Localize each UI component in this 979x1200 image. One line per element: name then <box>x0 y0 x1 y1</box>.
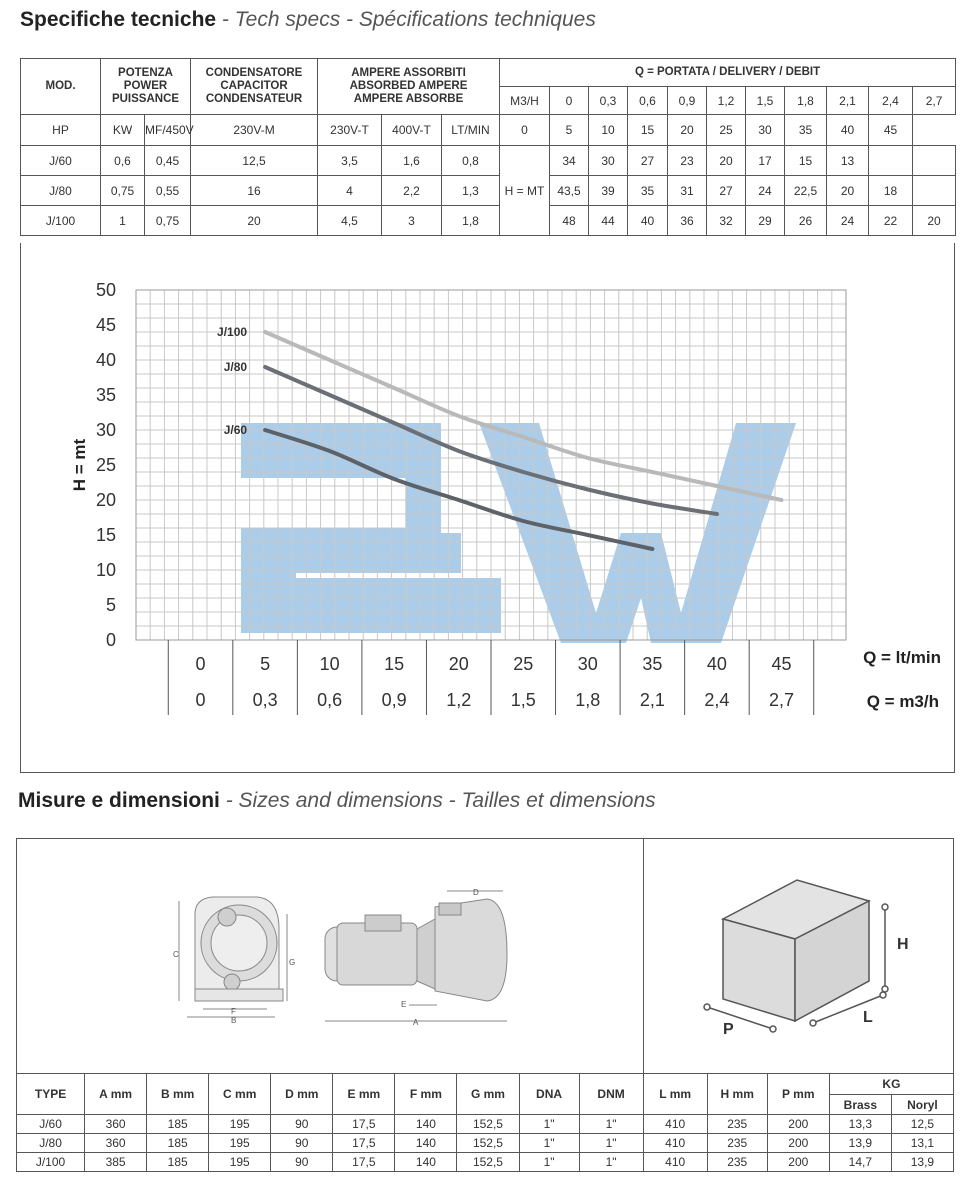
dims-header: C mm <box>209 1074 271 1115</box>
dims-header: DNA <box>519 1074 579 1115</box>
dims-cell: 90 <box>271 1115 333 1134</box>
x-tick-label-m3h: 2,7 <box>768 690 794 710</box>
specs-cell-mod: J/100 <box>21 206 101 236</box>
dims-row <box>17 1115 954 1134</box>
y-tick-label: 5 <box>105 595 116 615</box>
hmt-label: H = MT <box>500 146 550 236</box>
head-value: 23 <box>668 146 707 176</box>
specs-cell-kw: 0,45 <box>145 146 191 176</box>
dim-label-d: D <box>473 888 479 897</box>
y-tick-label: 40 <box>95 350 116 370</box>
dims-cell: 235 <box>707 1115 767 1134</box>
m3h-value: 1,8 <box>785 87 827 115</box>
head-value <box>869 146 913 176</box>
ltmin-value: 10 <box>589 115 628 146</box>
specs-cell-a230t: 2,2 <box>382 176 442 206</box>
ampere-header: AMPERE ASSORBITI ABSORBED AMPERE AMPERE ABSORBE <box>318 59 500 115</box>
x-tick-label-ltmin: 20 <box>448 654 469 674</box>
ltmin-value: 30 <box>746 115 785 146</box>
head-value: 43,5 <box>550 176 589 206</box>
dims-cell: 17,5 <box>333 1153 395 1172</box>
dim-label-f: F <box>231 1007 236 1016</box>
y-tick-label: 25 <box>95 455 116 475</box>
dims-cell: 17,5 <box>333 1134 395 1153</box>
head-value <box>913 176 956 206</box>
dims-cell: 185 <box>147 1153 209 1172</box>
x-tick-label-ltmin: 15 <box>384 654 405 674</box>
pump-front-view <box>179 897 287 1017</box>
m3h-value: 1,2 <box>707 87 746 115</box>
m3h-label: M3/H <box>500 87 550 115</box>
condensatore-header: CONDENSATORE CAPACITOR CONDENSATEUR <box>191 59 318 115</box>
head-value: 44 <box>589 206 628 236</box>
dims-cell: J/80 <box>17 1134 85 1153</box>
dims-header: TYPE <box>17 1074 85 1115</box>
v230t-header: 230V-T <box>318 115 382 146</box>
ltmin-value: 20 <box>668 115 707 146</box>
box-label-h: H <box>897 936 909 953</box>
head-value: 24 <box>746 176 785 206</box>
head-value: 27 <box>628 146 668 176</box>
series-label: J/100 <box>217 325 248 339</box>
head-value: 29 <box>746 206 785 236</box>
y-tick-label: 15 <box>95 525 116 545</box>
x-tick-label-m3h: 1,2 <box>446 690 472 710</box>
dims-cell: 360 <box>85 1134 147 1153</box>
series-label: J/60 <box>223 423 248 437</box>
dims-cell: 14,7 <box>829 1153 891 1172</box>
ltmin-value: 15 <box>628 115 668 146</box>
dims-cell: 17,5 <box>333 1115 395 1134</box>
x-tick-label-ltmin: 10 <box>319 654 340 674</box>
box-label-p: P <box>723 1021 734 1038</box>
head-value: 18 <box>869 176 913 206</box>
dims-cell: 12,5 <box>891 1115 953 1134</box>
v230m-header: 230V-M <box>191 115 318 146</box>
dims-row <box>17 1134 954 1153</box>
head-value: 20 <box>827 176 869 206</box>
dims-cell: 385 <box>85 1153 147 1172</box>
noryl-header: Noryl <box>891 1095 953 1115</box>
performance-chart <box>21 243 956 773</box>
specs-row <box>21 176 956 206</box>
specs-cell-a400t: 0,8 <box>442 146 500 176</box>
head-value: 22 <box>869 206 913 236</box>
dims-header: DNM <box>579 1074 643 1115</box>
head-value <box>913 146 956 176</box>
x-tick-label-m3h: 1,5 <box>510 690 536 710</box>
portata-header: Q = PORTATA / DELIVERY / DEBIT <box>500 59 956 87</box>
y-tick-label: 50 <box>95 280 116 300</box>
m3h-value: 0,9 <box>668 87 707 115</box>
y-tick-label: 35 <box>95 385 116 405</box>
dims-cell: 140 <box>395 1134 457 1153</box>
ltmin-label: LT/MIN <box>442 115 500 146</box>
dims-cell: 195 <box>209 1134 271 1153</box>
specs-cell-mod: J/60 <box>21 146 101 176</box>
head-value: 15 <box>785 146 827 176</box>
x-tick-label-m3h: 2,1 <box>639 690 665 710</box>
dims-cell: 13,9 <box>891 1153 953 1172</box>
dims-table <box>16 1073 954 1172</box>
dims-cell: 1" <box>519 1115 579 1134</box>
dims-cell: 360 <box>85 1115 147 1134</box>
specs-table <box>20 58 956 236</box>
dims-cell: 1" <box>579 1134 643 1153</box>
head-value: 24 <box>827 206 869 236</box>
head-value: 13 <box>827 146 869 176</box>
x-tick-label-m3h: 2,4 <box>704 690 730 710</box>
specs-cell-a230t: 3 <box>382 206 442 236</box>
x-tick-label-m3h: 1,8 <box>575 690 601 710</box>
dims-cell: 13,3 <box>829 1115 891 1134</box>
dims-header: E mm <box>333 1074 395 1115</box>
dims-header: A mm <box>85 1074 147 1115</box>
ltmin-value: 0 <box>500 115 550 146</box>
dims-section-title <box>18 789 656 813</box>
x-tick-label-ltmin: 5 <box>260 654 271 674</box>
mf-header: MF/450V <box>145 115 191 146</box>
specs-row <box>21 206 956 236</box>
dims-cell: 200 <box>767 1115 829 1134</box>
dims-cell: 13,1 <box>891 1134 953 1153</box>
mod-header: MOD. <box>21 59 101 115</box>
specs-cell-hp: 0,6 <box>101 146 145 176</box>
dims-cell: 140 <box>395 1153 457 1172</box>
head-value: 31 <box>668 176 707 206</box>
dim-label-g: G <box>289 958 296 967</box>
dims-cell: 140 <box>395 1115 457 1134</box>
dims-header: D mm <box>271 1074 333 1115</box>
dims-cell: 152,5 <box>457 1115 519 1134</box>
dims-header: H mm <box>707 1074 767 1115</box>
head-value: 40 <box>628 206 668 236</box>
x-axis-label-ltmin: Q = lt/min <box>863 648 941 667</box>
kw-header: KW <box>101 115 145 146</box>
specs-cell-a400t: 1,8 <box>442 206 500 236</box>
specs-cell-a230m: 4 <box>318 176 382 206</box>
head-value: 35 <box>628 176 668 206</box>
x-tick-label-ltmin: 40 <box>706 654 727 674</box>
dims-header: B mm <box>147 1074 209 1115</box>
y-tick-label: 45 <box>95 315 116 335</box>
specs-cell-hp: 1 <box>101 206 145 236</box>
specs-cell-a230t: 1,6 <box>382 146 442 176</box>
dimensions-drawing-box <box>16 838 954 1074</box>
x-tick-label-m3h: 0 <box>195 690 206 710</box>
specs-cell-mod: J/80 <box>21 176 101 206</box>
unit-row <box>21 115 956 146</box>
dims-cell: 235 <box>707 1153 767 1172</box>
m3h-value: 2,7 <box>913 87 956 115</box>
dims-cell: 410 <box>643 1153 707 1172</box>
dims-cell: 152,5 <box>457 1134 519 1153</box>
dims-header: P mm <box>767 1074 829 1115</box>
dims-cell: 1" <box>519 1134 579 1153</box>
head-value: 30 <box>589 146 628 176</box>
head-value: 17 <box>746 146 785 176</box>
dims-cell: 200 <box>767 1134 829 1153</box>
potenza-header: POTENZA POWER PUISSANCE <box>101 59 191 115</box>
y-tick-label: 0 <box>105 630 116 650</box>
v400t-header: 400V-T <box>382 115 442 146</box>
dims-title-italic: - Sizes and dimensions - Tailles et dimensions <box>219 789 656 812</box>
head-value: 34 <box>550 146 589 176</box>
dims-cell: 90 <box>271 1134 333 1153</box>
dims-cell: 1" <box>579 1115 643 1134</box>
dims-cell: J/60 <box>17 1115 85 1134</box>
dim-label-b: B <box>231 1016 237 1025</box>
head-value: 20 <box>913 206 956 236</box>
box-label-l: L <box>863 1009 873 1026</box>
specs-title-bold: Specifiche tecniche <box>20 8 217 31</box>
x-tick-label-ltmin: 25 <box>513 654 534 674</box>
m3h-value: 2,1 <box>827 87 869 115</box>
y-tick-label: 10 <box>95 560 116 580</box>
m3h-value: 1,5 <box>746 87 785 115</box>
chart-container <box>20 243 955 773</box>
m3h-value: 2,4 <box>869 87 913 115</box>
specs-cell-mf: 20 <box>191 206 318 236</box>
head-value: 48 <box>550 206 589 236</box>
dims-cell: 200 <box>767 1153 829 1172</box>
dims-header: F mm <box>395 1074 457 1115</box>
ltmin-value: 35 <box>785 115 827 146</box>
m3h-value: 0,6 <box>628 87 668 115</box>
ltmin-value: 45 <box>869 115 913 146</box>
dims-cell: 152,5 <box>457 1153 519 1172</box>
dims-cell: 185 <box>147 1115 209 1134</box>
head-value: 32 <box>707 206 746 236</box>
x-tick-label-ltmin: 0 <box>195 654 206 674</box>
pump-side-view <box>325 891 507 1021</box>
series-label: J/80 <box>223 360 248 374</box>
specs-cell-a230m: 3,5 <box>318 146 382 176</box>
dims-cell: 195 <box>209 1153 271 1172</box>
head-value: 39 <box>589 176 628 206</box>
specs-cell-a400t: 1,3 <box>442 176 500 206</box>
dims-cell: 1" <box>579 1153 643 1172</box>
head-value: 36 <box>668 206 707 236</box>
dims-cell: 90 <box>271 1153 333 1172</box>
dim-label-c: C <box>173 950 179 959</box>
specs-cell-hp: 0,75 <box>101 176 145 206</box>
m3h-value: 0,3 <box>589 87 628 115</box>
x-tick-label-m3h: 0,3 <box>252 690 278 710</box>
ltmin-value: 40 <box>827 115 869 146</box>
dims-cell: 235 <box>707 1134 767 1153</box>
watermark-shape-w <box>479 423 796 643</box>
ltmin-value: 25 <box>707 115 746 146</box>
specs-section-title <box>20 8 596 32</box>
head-value: 26 <box>785 206 827 236</box>
dims-header: L mm <box>643 1074 707 1115</box>
head-value: 22,5 <box>785 176 827 206</box>
dim-label-e: E <box>401 1000 407 1009</box>
dims-row <box>17 1153 954 1172</box>
x-tick-label-ltmin: 35 <box>642 654 663 674</box>
dims-cell: 13,9 <box>829 1134 891 1153</box>
hp-header: HP <box>21 115 101 146</box>
head-value: 27 <box>707 176 746 206</box>
m3h-value: 0 <box>550 87 589 115</box>
x-tick-label-m3h: 0,9 <box>381 690 407 710</box>
brass-header: Brass <box>829 1095 891 1115</box>
specs-row <box>21 146 956 176</box>
dim-label-a: A <box>413 1018 419 1027</box>
y-tick-label: 30 <box>95 420 116 440</box>
dims-header: G mm <box>457 1074 519 1115</box>
x-axis-label-m3h: Q = m3/h <box>866 692 939 711</box>
head-value: 20 <box>707 146 746 176</box>
x-tick-label-ltmin: 30 <box>577 654 598 674</box>
dims-cell: 410 <box>643 1134 707 1153</box>
specs-cell-mf: 12,5 <box>191 146 318 176</box>
dims-title-bold: Misure e dimensioni <box>18 789 220 812</box>
specs-cell-mf: 16 <box>191 176 318 206</box>
x-tick-label-ltmin: 45 <box>771 654 792 674</box>
dims-cell: 410 <box>643 1115 707 1134</box>
pump-drawings <box>17 839 955 1075</box>
dims-cell: 195 <box>209 1115 271 1134</box>
dims-cell: J/100 <box>17 1153 85 1172</box>
kg-header: KG <box>829 1074 953 1095</box>
dims-cell: 1" <box>519 1153 579 1172</box>
dims-cell: 185 <box>147 1134 209 1153</box>
specs-cell-kw: 0,75 <box>145 206 191 236</box>
y-axis-label: H = mt <box>70 438 89 492</box>
specs-cell-a230m: 4,5 <box>318 206 382 236</box>
x-tick-label-m3h: 0,6 <box>317 690 343 710</box>
ltmin-value: 5 <box>550 115 589 146</box>
dims-header-row <box>17 1074 954 1095</box>
specs-title-italic: - Tech specs - Spécifications techniques <box>216 8 596 31</box>
y-tick-label: 20 <box>95 490 116 510</box>
package-box-icon <box>704 880 888 1032</box>
watermark-logo <box>241 423 796 643</box>
specs-cell-kw: 0,55 <box>145 176 191 206</box>
